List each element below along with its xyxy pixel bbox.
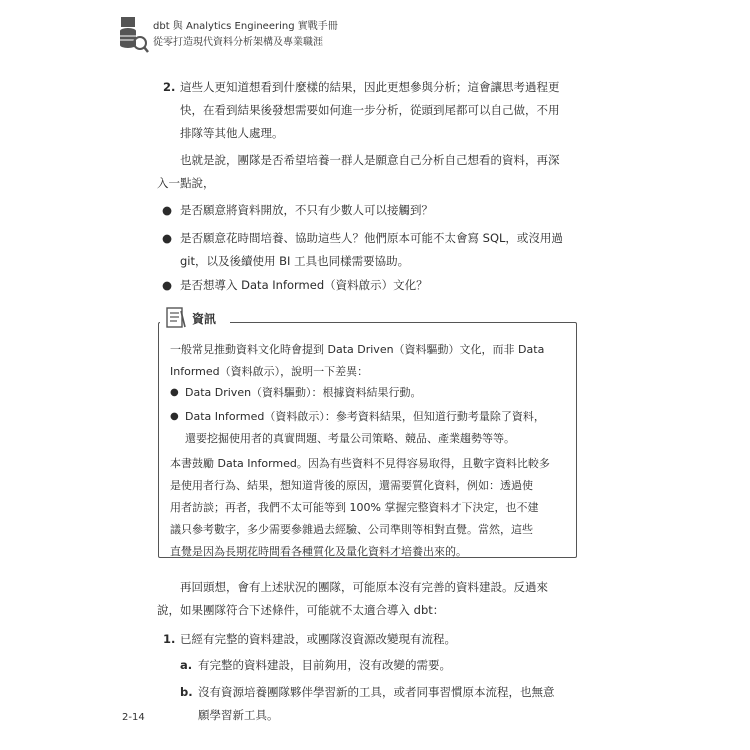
info-bullet-text: Data Informed（資料啟示）：參考資料結果，但知道行動考量除了資料， <box>185 410 545 423</box>
paragraph-line: 也就是說，團隊是否希望培養一群人是願意自己分析自己想看的資料，再深 <box>180 153 560 167</box>
info-text-line: 議只參考數字，多少需要參雜過去經驗、公司準則等相對直覺。當然，這些 <box>170 523 533 536</box>
info-text-line: Informed（資料啟示），說明一下差異： <box>170 365 369 378</box>
info-text-line: 用者訪談；再者，我們不太可能等到 100% 掌握完整資料才下決定，也不建 <box>170 501 539 514</box>
info-box-header <box>160 304 230 334</box>
paragraph-line: 快，在看到結果後發想需要如何進一步分析，從頭到尾都可以自己做，不用 <box>180 103 560 117</box>
sublist-marker: b. <box>180 685 193 699</box>
list-number: 1. <box>163 632 176 646</box>
sublist-marker: a. <box>180 658 193 672</box>
bullet-icon: ● <box>170 387 179 398</box>
paragraph-line: 這些人更知道想看到什麼樣的結果，因此更想參與分析；這會讓思考過程更 <box>180 80 560 94</box>
list-item-text: 已經有完整的資料建設，或團隊沒資源改變現有流程。 <box>180 632 456 646</box>
bullet-text: 是否願意花時間培養、協助這些人？他們原本可能不太會寫 SQL，或沒用過 <box>180 231 563 245</box>
bullet-text: git，以及後續使用 BI 工具也同樣需要協助。 <box>180 254 410 268</box>
info-bullet-text: Data Driven（資料驅動）：根據資料結果行動。 <box>185 386 422 399</box>
paragraph-line: 排隊等其他人處理。 <box>180 126 284 140</box>
notes-icon <box>166 307 186 329</box>
bullet-icon: ● <box>162 231 173 245</box>
running-header <box>119 15 379 63</box>
list-number: 2. <box>163 80 176 94</box>
book-title: dbt 與 Analytics Engineering 實戰手冊 <box>153 21 338 32</box>
book-subtitle: 從零打造現代資料分析架構及專業職涯 <box>153 37 323 48</box>
info-text-line: 直覺是因為長期花時間看各種質化及量化資料才培養出來的。 <box>170 545 467 558</box>
bullet-text: 是否想導入 Data Informed（資料啟示）文化？ <box>180 278 428 292</box>
info-box-title: 資訊 <box>192 312 217 326</box>
info-text-line: 是使用者行為、結果，想知道背後的原因，還需要質化資料，例如：透過使 <box>170 479 533 492</box>
page-number: 2-14 <box>122 712 145 723</box>
sublist-text: 有完整的資料建設，目前夠用，沒有改變的需要。 <box>198 658 451 672</box>
sublist-text: 願學習新工具。 <box>198 708 279 722</box>
info-text-line: 本書鼓勵 Data Informed。因為有些資料不見得容易取得，且數字資料比較多 <box>170 457 550 470</box>
info-bullet-text: 還要挖掘使用者的真實問題、考量公司策略、競品、產業趨勢等等。 <box>185 432 515 445</box>
paragraph-line: 說，如果團隊符合下述條件，可能就不太適合導入 dbt： <box>157 603 445 617</box>
bullet-icon: ● <box>162 278 173 292</box>
bullet-icon: ● <box>170 411 179 422</box>
database-search-icon <box>119 17 149 55</box>
info-text-line: 一般常見推動資料文化時會提到 Data Driven（資料驅動）文化，而非 Data <box>170 343 545 356</box>
sublist-text: 沒有資源培養團隊夥伴學習新的工具，或者同事習慣原本流程，也無意 <box>198 685 555 699</box>
bullet-icon: ● <box>162 203 173 217</box>
paragraph-line: 再回頭想，會有上述狀況的團隊，可能原本沒有完善的資料建設。反過來 <box>180 580 548 594</box>
bullet-text: 是否願意將資料開放，不只有少數人可以接觸到？ <box>180 203 433 217</box>
paragraph-line: 入一點說， <box>157 176 215 190</box>
